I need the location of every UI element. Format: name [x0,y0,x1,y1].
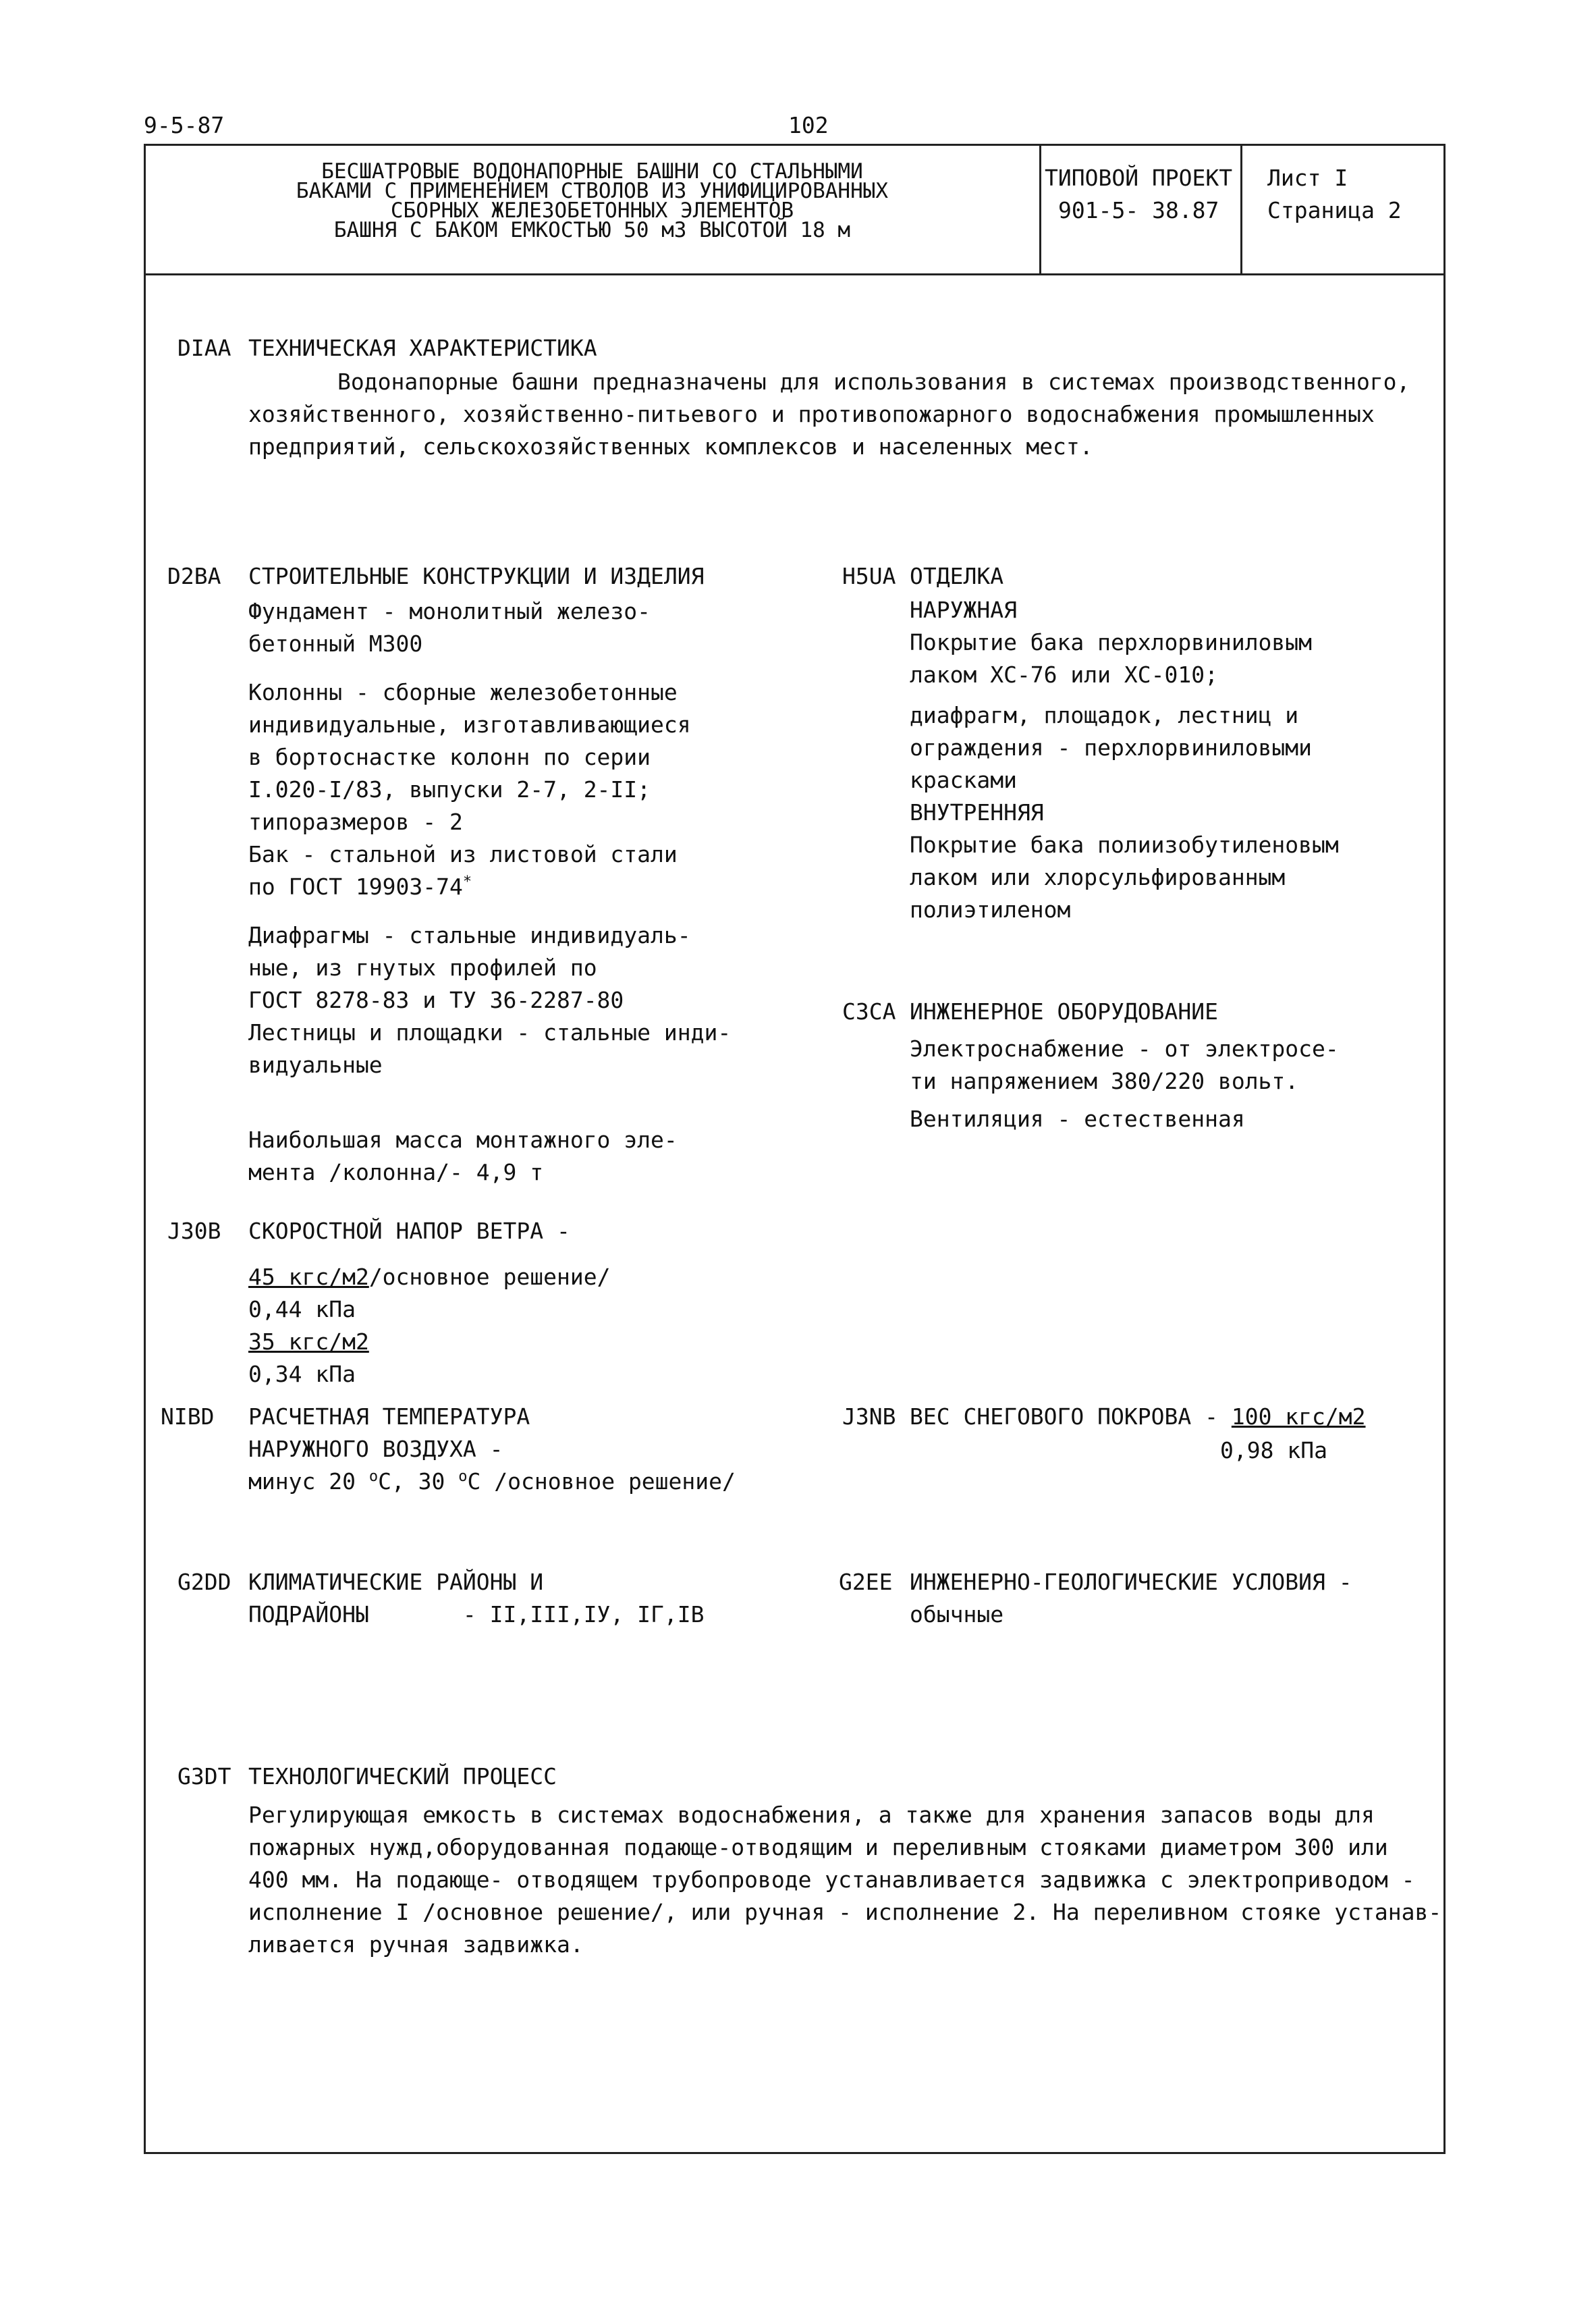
finish-inner-line: Покрытие бака полиизобутиленовым [910,832,1339,858]
wind-value-1: 45 кгс/м2 [248,1264,369,1290]
geology-text [910,1566,1352,1631]
tank-footnote-mark: * [462,873,472,890]
finish-text [910,594,1339,926]
process-line: ливается ручная задвижка. [248,1931,584,1958]
columns-line: типоразмеров - 2 [248,809,463,835]
tech-title: ТЕХНИЧЕСКАЯ ХАРАКТЕРИСТИКА [248,335,597,361]
tank-standard-line [248,871,691,903]
columns-line: в бортоснастке колонн по серии [248,744,651,770]
wind-code: J30B [167,1218,221,1244]
climate-line: ПОДРАЙОНЫ - II,III,IУ, IГ,IВ [248,1601,705,1628]
finish-outer-line: диафрагм, площадок, лестниц и [910,702,1299,728]
snow-title: ВЕС СНЕГОВОГО ПОКРОВА - [910,1403,1232,1430]
header-col-divider-1 [1039,144,1041,275]
header-title [152,159,1033,242]
wind-title: СКОРОСТНОЙ НАПОР ВЕТРА - [248,1218,570,1244]
header-title-line: СБОРНЫХ ЖЕЛЕЗОБЕТОННЫХ ЭЛЕМЕНТОВ [390,198,794,223]
diaphragms-line: Диафрагмы - стальные индивидуаль- [248,922,691,948]
header-title-line: БАШНЯ С БАКОМ ЕМКОСТЬЮ 50 м3 ВЫСОТОЙ 18 м [333,218,851,242]
wind-value-2: 35 кгс/м2 [248,1328,369,1355]
header-col-divider-2 [1240,144,1242,275]
finish-outer-line: Покрытие бака перхлорвиниловым [910,629,1313,655]
snow-line [910,1401,1366,1433]
finish-outer-line: ограждения - перхлорвиниловыми [910,734,1313,761]
tech-line: хозяйственного, хозяйственно-питьевого и противопожарного водоснабжения промышленных [248,401,1375,427]
header-divider [144,273,1446,275]
tank-standard: по ГОСТ 19903-74 [248,873,463,900]
process-title: ТЕХНОЛОГИЧЕСКИЙ ПРОЦЕСС [248,1763,557,1790]
foundation-text [248,595,651,660]
climate-text [248,1566,705,1631]
temperature-text [248,1401,736,1498]
tank-line: Бак - стальной из листовой стали [248,841,678,867]
temperature-value [248,1466,736,1498]
temperature-value-mid: С, 30 [378,1468,459,1495]
finish-outer-line: красками [910,767,1017,793]
degree-mark: o [458,1468,468,1485]
diaphragms-line: видуальные [248,1052,383,1078]
temperature-code: NIBD [161,1403,215,1430]
equipment-title: ИНЖЕНЕРНОЕ ОБОРУДОВАНИЕ [910,998,1218,1025]
geology-value: обычные [910,1601,1004,1628]
document-code: 9-5-87 [144,112,225,138]
snow-kpa: 0,98 кПа [1220,1437,1327,1463]
temperature-value-suffix: С /основное решение/ [467,1468,736,1495]
header-title-line: БАКАМИ С ПРИМЕНЕНИЕМ СТВОЛОВ ИЗ УНИФИЦИРОВАННЫХ [296,179,889,203]
diaphragms-text [248,919,731,1081]
snow-code: J3NB [842,1403,896,1430]
finish-inner-title: ВНУТРЕННЯЯ [910,799,1044,826]
geology-title: ИНЖЕНЕРНО-ГЕОЛОГИЧЕСКИЕ УСЛОВИЯ - [910,1569,1352,1595]
power-line: Электроснабжение - от электросе- [910,1036,1339,1062]
page-label: Страница 2 [1267,197,1402,223]
temperature-value-prefix: минус 20 [248,1468,369,1495]
project-label: ТИПОВОЙ ПРОЕКТ [1045,165,1233,191]
max-mass-line: Наибольшая масса монтажного эле- [248,1127,678,1153]
tech-line: Водонапорные башни предназначены для использования в системах производственного, [337,369,1410,395]
process-line: 400 мм. На подающе- отводящем трубопроводе устанавливается задвижка с электроприводом - [248,1866,1415,1893]
tech-code: DIAA [177,335,231,361]
wind-value-1-note: /основное решение/ [368,1264,611,1290]
equipment-code: C3CA [842,998,896,1025]
foundation-line: бетонный М300 [248,630,423,657]
columns-line: индивидуальные, изготавливающиеся [248,711,691,738]
process-code: G3DT [177,1763,231,1790]
columns-line: Колонны - сборные железобетонные [248,679,678,705]
finish-code: H5UA [842,563,896,589]
finish-title: ОТДЕЛКА [910,563,1004,589]
snow-value: 100 кгс/м2 [1231,1403,1366,1430]
sheet-number: Лист I [1267,165,1348,191]
power-line: ти напряжением 380/220 вольт. [910,1068,1299,1094]
columns-line: I.020-I/83, выпуски 2-7, 2-II; [248,776,651,803]
degree-mark: o [368,1468,379,1485]
diaphragms-line: Лестницы и площадки - стальные инди- [248,1019,732,1046]
climate-code: G2DD [177,1569,231,1595]
process-line: пожарных нужд,оборудованная подающе-отводящим и переливным стояками диаметром 300 или [248,1834,1388,1860]
max-mass-text [248,1124,678,1189]
page-number: 102 [788,112,829,138]
wind-values [248,1261,610,1391]
geology-code: G2EE [839,1569,893,1595]
diaphragms-line: ГОСТ 8278-83 и ТУ 36-2287-80 [248,987,624,1013]
header-title-line: БЕСШАТРОВЫЕ ВОДОНАПОРНЫЕ БАШНИ СО СТАЛЬНЫМИ [321,159,863,184]
tech-description [248,366,1410,463]
tech-line: предприятий, сельскохозяйственных комплексов и населенных мест. [248,433,1093,460]
wind-value-2-kpa: 0,34 кПа [248,1361,356,1387]
columns-text [248,676,691,903]
climate-line: КЛИМАТИЧЕСКИЕ РАЙОНЫ И [248,1569,544,1595]
structures-title: СТРОИТЕЛЬНЫЕ КОНСТРУКЦИИ И ИЗДЕЛИЯ [248,563,705,589]
finish-inner-line: лаком или хлорсульфированным [910,864,1286,890]
process-line: Регулирующая емкость в системах водоснабжения, а также для хранения запасов воды для [248,1802,1375,1828]
structures-code: D2BA [167,563,221,589]
diaphragms-line: ные, из гнутых профилей по [248,955,597,981]
wind-value-1-kpa: 0,44 кПа [248,1296,356,1322]
wind-value-1-line [248,1261,610,1293]
finish-inner-line: полиэтиленом [910,896,1071,923]
foundation-line: Фундамент - монолитный железо- [248,598,651,624]
project-number: 901-5- 38.87 [1058,197,1219,223]
process-text [248,1799,1441,1961]
process-line: исполнение I /основное решение/, или ручная - исполнение 2. На переливном стояке устанав- [248,1899,1442,1925]
finish-outer-title: НАРУЖНАЯ [910,597,1017,623]
temperature-line: РАСЧЕТНАЯ ТЕМПЕРАТУРА [248,1403,530,1430]
finish-outer-line: лаком ХС-76 или ХС-010; [910,662,1218,688]
equipment-text [910,1033,1339,1135]
max-mass-line: мента /колонна/- 4,9 т [248,1159,544,1185]
wind-value-2-line [248,1326,610,1358]
temperature-line: НАРУЖНОГО ВОЗДУХА - [248,1436,503,1462]
ventilation-line: Вентиляция - естественная [910,1106,1245,1132]
